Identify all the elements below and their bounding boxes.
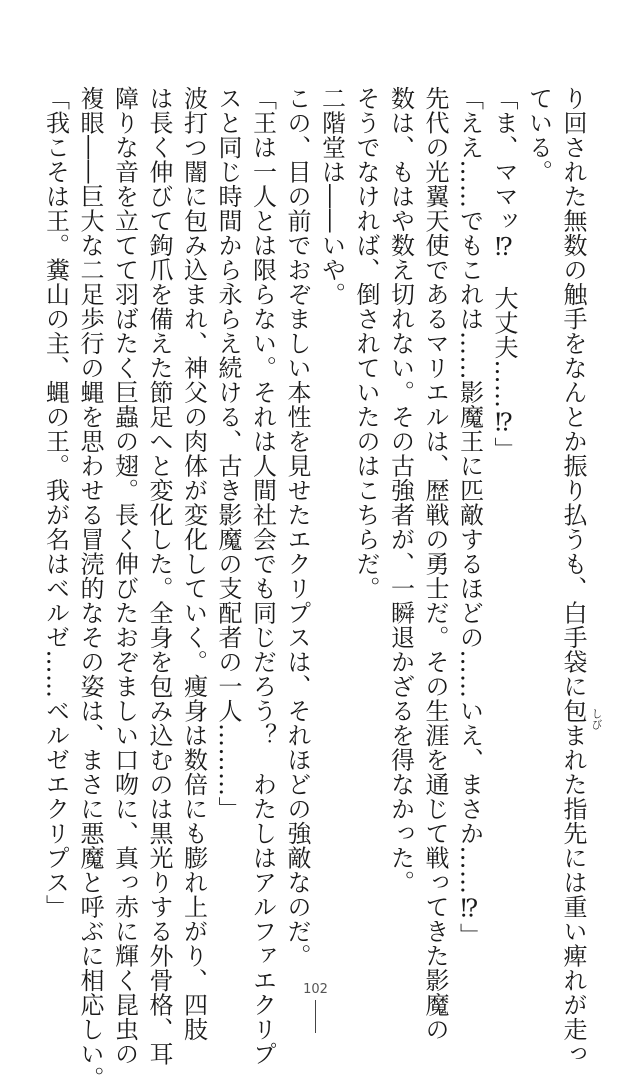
page-number-rule bbox=[315, 1000, 316, 1033]
text-line: り回された無数の触手をなんとか振り払うも、白手袋に包まれた指先には重い痺れが走っ bbox=[559, 86, 587, 1066]
text-line: 「ええ……でもこれは……影魔王に匹敵するほどの……いえ、まさか……⁉」 bbox=[455, 86, 484, 948]
text-line: ている。 bbox=[524, 86, 553, 184]
text-line: そうでなければ、倒されていたのはこちらだ。 bbox=[352, 86, 380, 601]
text-line: 「王は一人とは限らない。それは人間社会でも同じだろう？ わたしはアルファエクリプ bbox=[248, 86, 277, 1066]
text-line: 二階堂は――いや。 bbox=[317, 86, 346, 307]
text-line: スと同じ時間から永らえ続ける、古き影魔の支配者の一人………」 bbox=[214, 86, 242, 821]
text-line: は長く伸びて鉤爪を備えた節足へと変化した。全身を包み込むのは黒光りする外骨格、耳 bbox=[145, 86, 173, 1066]
text-line: 「ま、ママッ⁉ 大丈夫……⁉」 bbox=[490, 86, 518, 462]
text-line: 障りな音を立てて羽ばたく巨蟲の翅。長く伸びたおぞましい口吻に、真っ赤に輝く昆虫の bbox=[110, 86, 139, 1066]
text-line: 波打つ闇に包み込まれ、神父の肉体が変化していく。痩身は数倍にも膨れ上がり、四肢 bbox=[179, 86, 208, 1042]
ruby-reading: しび bbox=[590, 708, 603, 730]
text-line: 数は、もはや数え切れない。その古強者が、一瞬退かざるを得なかった。 bbox=[386, 86, 415, 895]
text-line: この、目の前でおぞましい本性を見せたエクリプスは、それほどの強敵なのだ。 bbox=[283, 86, 311, 968]
text-line: 「我こそは王。糞山の主、蝿の王。我が名はベルゼ……ベルゼエクリプス」 bbox=[41, 86, 70, 919]
page-number: 102 bbox=[303, 982, 328, 997]
text-line: 複眼――巨大な二足歩行の蝿を思わせる冒涜的なその姿は、まさに悪魔と呼ぶに相応しい。 bbox=[76, 86, 104, 1091]
text-line: 先代の光翼天使であるマリエルは、歴戦の勇士だ。その生涯を通じて戦ってきた影魔の bbox=[421, 86, 449, 1042]
